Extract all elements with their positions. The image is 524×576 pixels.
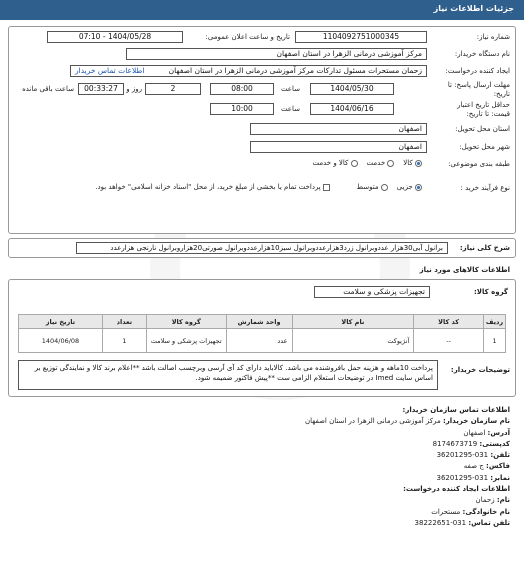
- category-both-radio[interactable]: [351, 160, 358, 167]
- col-qty: تعداد: [102, 315, 146, 329]
- process-medium-label: متوسط: [356, 183, 379, 191]
- goods-group-label: گروه کالا:: [473, 288, 508, 296]
- cell-qty: 1: [102, 329, 146, 353]
- validity-label-2: قیمت: تا تاریخ:: [466, 110, 510, 118]
- category-both-label: کالا و خدمت: [312, 159, 349, 167]
- need-number-label: شماره نیاز:: [476, 33, 510, 41]
- cell-date: 1404/06/08: [19, 329, 103, 353]
- col-code: کد کالا: [414, 315, 484, 329]
- days-label: روز و: [126, 85, 142, 93]
- city-label: شهر محل تحویل:: [459, 143, 510, 151]
- buyer-contact-line: فاکس: ج صفه: [463, 462, 510, 471]
- validity-hour-label: ساعت: [280, 105, 300, 113]
- need-summary-text: برانول آبی30هزار عددوبرانول زرد3هزارعددوبرانول سبز10هزارعددوبرانول صورتی20هزاروبرانول نارنجی هزارعدد: [76, 242, 448, 254]
- validity-label-1: حداقل تاریخ اعتبار: [457, 101, 510, 109]
- col-name: نام کالا: [292, 315, 414, 329]
- col-date: تاریخ نیاز: [19, 315, 103, 329]
- process-medium-radio[interactable]: [381, 184, 388, 191]
- payment-option: [95, 183, 330, 191]
- cell-unit: عدد: [226, 329, 292, 353]
- creator-contact-title: اطلاعات ایجاد کننده درخواست:: [403, 485, 510, 494]
- deadline-date: 1404/05/30: [310, 83, 394, 95]
- buyer-contact-line: آدرس: اصفهان: [463, 428, 510, 437]
- cell-code: --: [414, 329, 484, 353]
- category-goods-label: کالا: [403, 159, 413, 167]
- deadline-time: 08:00: [210, 83, 274, 95]
- validity-time: 10:00: [210, 103, 274, 115]
- buyer-contact-line: نمابر: 031-36201295: [436, 473, 510, 482]
- buyer-contact-line: کدپستی: 8174673719: [432, 439, 510, 448]
- deadline-hour-label: ساعت: [280, 85, 300, 93]
- cell-name: آنژیوکت: [292, 329, 414, 353]
- goods-table-header: [19, 315, 506, 329]
- payment-note: پرداخت تمام یا بخشی از مبلغ خرید، از محل "اسناد خزانه اسلامی" خواهد بود.: [95, 183, 321, 191]
- deadline-days: 2: [145, 83, 201, 95]
- buyer-contact-link[interactable]: اطلاعات تماس خریدار: [75, 66, 145, 75]
- goods-section-title: اطلاعات کالاهای مورد نیاز: [419, 266, 510, 274]
- creator-contact-line: نام: زحمان: [475, 496, 510, 505]
- category-service-radio[interactable]: [387, 160, 394, 167]
- category-goods-radio[interactable]: [415, 160, 422, 167]
- buyer-contact-line: نام سازمان خریدار: مرکز آموزشی درمانی الزهرا در استان اصفهان: [304, 417, 510, 426]
- creator-contact-line: نام خانوادگی: مستحرات: [431, 507, 510, 516]
- payment-treasury-checkbox[interactable]: [323, 184, 330, 191]
- buyer-value: مرکز آموزشی درمانی الزهرا در استان اصفهان: [126, 48, 427, 60]
- city-value: اصفهان: [250, 141, 427, 153]
- province-label: استان محل تحویل:: [455, 125, 510, 133]
- col-unit: واحد شمارش: [226, 315, 292, 329]
- category-label: طبقه بندی موضوعی:: [448, 160, 510, 168]
- category-radio-group: [312, 159, 422, 167]
- col-row: ردیف: [484, 315, 506, 329]
- page-title: جزئیات اطلاعات نیاز: [433, 4, 514, 13]
- cell-row: 1: [484, 329, 506, 353]
- need-number-value: 1104092751000345: [295, 31, 427, 43]
- buyer-contact-title: اطلاعات تماس سازمان خریدار:: [402, 406, 510, 414]
- process-minor-label: جزیی: [396, 183, 413, 191]
- goods-table: [18, 314, 506, 353]
- buyer-contact-line: تلفن: 031-36201295: [436, 451, 510, 460]
- announce-value: 1404/05/28 - 07:10: [47, 31, 183, 43]
- process-label: نوع فرآیند خرید :: [460, 184, 510, 192]
- table-row: [19, 329, 506, 353]
- category-service-label: خدمت: [366, 159, 386, 167]
- buyer-notes-label: توضیحات خریدار:: [450, 366, 510, 374]
- need-summary-label: شرح کلی نیاز:: [459, 244, 510, 252]
- creator-value: اطلاعات تماس خریدار زحمان مستحرات مسئول تدارکات مرکز آموزشی درمانی الزهرا در استان اصفهان: [70, 65, 427, 77]
- validity-date: 1404/06/16: [310, 103, 394, 115]
- cell-group: تجهیزات پزشکی و سلامت: [146, 329, 226, 353]
- goods-group-value: تجهیزات پزشکی و سلامت: [314, 286, 430, 298]
- creator-contact-line: تلفن تماس: 031-38222651: [414, 518, 510, 527]
- col-group: گروه کالا: [146, 315, 226, 329]
- remaining-label: ساعت باقی مانده: [22, 85, 74, 93]
- creator-label: ایجاد کننده درخواست:: [445, 67, 510, 75]
- announce-label: تاریخ و ساعت اعلان عمومی:: [205, 33, 290, 41]
- deadline-remaining: 00:33:27: [78, 83, 124, 95]
- deadline-date-label: تاریخ:: [493, 90, 510, 98]
- buyer-notes-text: پرداخت 10ماهه و هزینه حمل بافروشنده می باشد. کالاباید دارای کد آی آرسی وبرچسب اصالت باشد **اعلام برند کالا و نمایندگی توزیع بر اساس سایت Imed در توضیحات استعلام الزامی ست **پیش فاکتور ضمیمه شود.: [18, 360, 438, 390]
- province-value: اصفهان: [250, 123, 427, 135]
- page-header: [0, 0, 524, 20]
- process-minor-radio[interactable]: [415, 184, 422, 191]
- contact-section: [15, 405, 510, 529]
- deadline-label: مهلت ارسال پاسخ: تا: [447, 81, 510, 89]
- buyer-label: نام دستگاه خریدار:: [454, 50, 510, 58]
- process-radio-group: [357, 183, 422, 191]
